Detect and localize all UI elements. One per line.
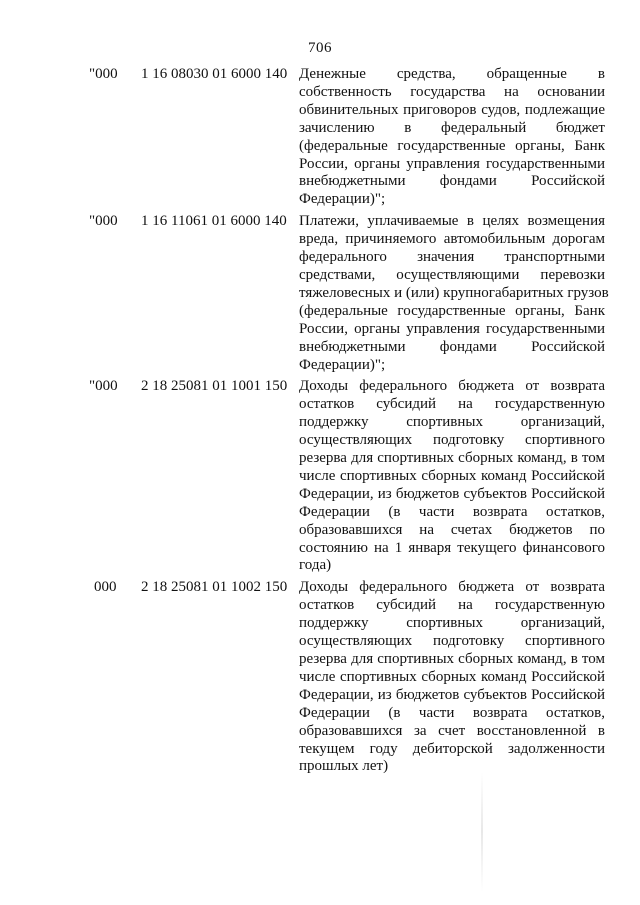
description-line: собственность государства на основании [299, 83, 605, 100]
classification-table [0, 66, 640, 776]
description-line: России, органы управления государственными [299, 155, 605, 172]
income-description [299, 213, 609, 374]
admin-code: "000 [89, 213, 118, 230]
description-line: числе спортивных сборных команд Российской [299, 668, 605, 685]
description-line: осуществляющих подготовку спортивного [299, 633, 605, 650]
page-number: 706 [308, 40, 332, 56]
description-line: Доходы федерального бюджета от возврата [299, 579, 605, 596]
description-line: внебюджетными фондами Российской [299, 173, 605, 190]
description-line: текущем году дебиторской задолженности [299, 740, 605, 757]
budget-classification-code: 1 16 11061 01 6000 140 [141, 213, 287, 230]
budget-classification-code: 2 18 25081 01 1001 150 [141, 378, 288, 395]
description-line: обвинительных приговоров судов, подлежащие [299, 101, 605, 118]
scan-artifact-line [481, 772, 483, 892]
description-line: поддержку спортивных организаций, [299, 615, 605, 632]
description-line: тяжеловесных и (или) крупногабаритных грузов [299, 284, 609, 301]
description-line: Федерации)"; [299, 191, 386, 208]
income-description [299, 378, 605, 575]
description-line: Федерации (в части возврата остатков, [299, 503, 605, 520]
description-line: резерва для спортивных сборных команд, в том [299, 450, 605, 467]
description-line: числе спортивных сборных команд Российской [299, 467, 605, 484]
description-line: остатков субсидий на государственную [299, 597, 605, 614]
description-line: Платежи, уплачиваемые в целях возмещения [299, 213, 605, 230]
description-line: Федерации, из бюджетов субъектов Российской [299, 686, 605, 703]
income-description [299, 579, 605, 776]
description-line: Денежные средства, обращенные в [299, 66, 605, 82]
description-line: (федеральные государственные органы, Банк [299, 302, 605, 319]
description-line: федерального значения транспортными [299, 249, 605, 266]
description-line: образовавшихся за счет восстановленной в [299, 722, 605, 739]
income-description [299, 66, 605, 209]
description-line: Федерации (в части возврата остатков, [299, 704, 605, 721]
description-line: России, органы управления государственными [299, 320, 605, 337]
budget-classification-code: 1 16 08030 01 6000 140 [141, 66, 288, 82]
description-line: Доходы федерального бюджета от возврата [299, 378, 605, 395]
description-line: средствами, осуществляющими перевозки [299, 266, 605, 283]
budget-classification-code: 2 18 25081 01 1002 150 [141, 579, 288, 596]
description-line: (федеральные государственные органы, Банк [299, 137, 605, 154]
description-line: Федерации)"; [299, 356, 386, 373]
admin-code: 000 [94, 579, 117, 596]
description-line: вреда, причиняемого автомобильным дорогам [299, 231, 605, 248]
description-line: остатков субсидий на государственную [299, 396, 605, 413]
description-line: резерва для спортивных сборных команд, в том [299, 651, 605, 667]
description-line: зачислению в федеральный бюджет [299, 119, 605, 136]
table-row [0, 213, 640, 374]
description-line: года) [299, 557, 332, 574]
description-line: осуществляющих подготовку спортивного [299, 432, 605, 449]
table-row [0, 378, 640, 575]
table-row [0, 579, 640, 776]
table-row [0, 66, 640, 209]
admin-code: "000 [89, 378, 118, 395]
description-line: внебюджетными фондами Российской [299, 338, 605, 355]
description-line: прошлых лет) [299, 758, 389, 775]
description-line: Федерации, из бюджетов субъектов Российской [299, 485, 605, 502]
description-line: состоянию на 1 января текущего финансового [299, 539, 605, 556]
description-line: поддержку спортивных организаций, [299, 414, 605, 431]
admin-code: "000 [89, 66, 118, 82]
description-line: образовавшихся на счетах бюджетов по [299, 521, 605, 538]
